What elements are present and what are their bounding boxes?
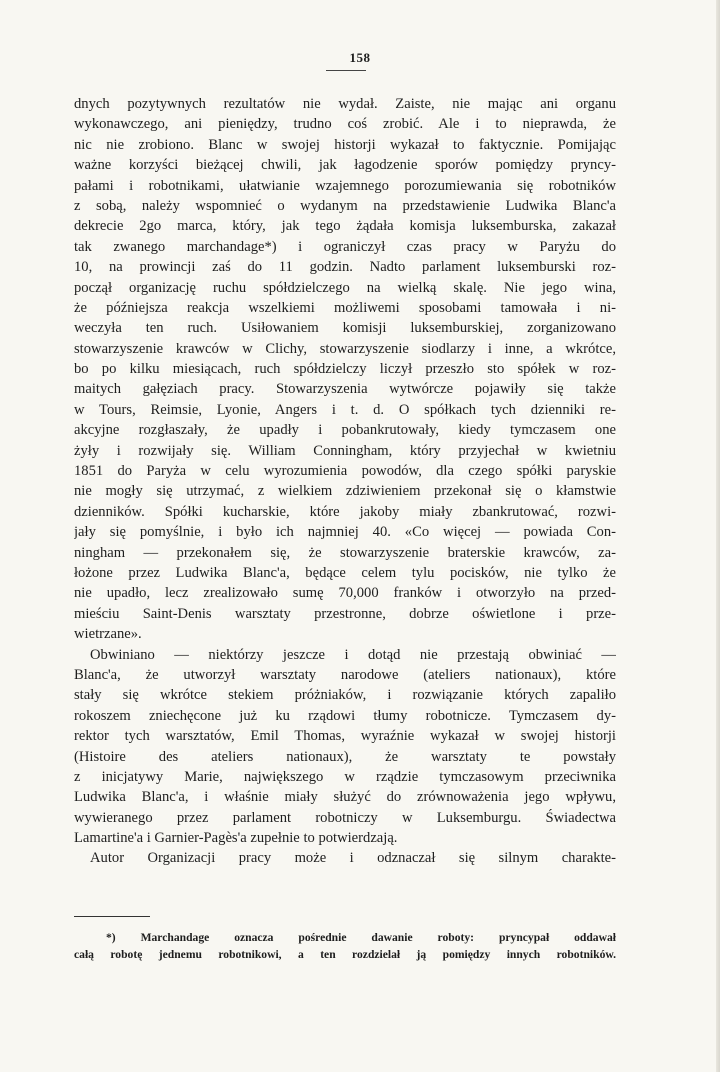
text-line: wykonawczego, ani pieniędzy, trudno coś zrobić. Ale i to nieprawda, że xyxy=(74,116,616,133)
text-line: 1851 do Paryża w celu wyrozumienia powodów, dla czego spółki paryskie xyxy=(74,463,616,480)
footnote-line: *) Marchandage oznacza pośrednie dawanie roboty: pryncypał oddawał xyxy=(106,931,616,944)
text-line: (Histoire des ateliers nationaux), że warsztaty te powstały xyxy=(74,748,616,765)
text-line: 10, na prowincji zaś do 11 godzin. Nadto parlament luksemburski roz- xyxy=(74,259,616,276)
text-line: weczyła ten ruch. Usiłowaniem komisji luksemburskiej, zorganizowano xyxy=(74,320,616,337)
text-line: z sobą, należy wspomnieć o wydanym na przedstawienie Ludwika Blanc'a xyxy=(74,197,616,214)
text-line: Autor Organizacji pracy może i odznaczał się silnym charakte- xyxy=(90,850,616,867)
footnote-separator xyxy=(74,916,150,917)
text-line: ningham — przekonałem się, że stowarzyszenie braterskie krawców, za- xyxy=(74,544,616,561)
text-line: mieściu Saint-Denis warsztaty przestronne, dobrze oświetlone i prze- xyxy=(74,605,616,622)
text-line: rektor tych warsztatów, Emil Thomas, wyraźnie wykazał w swojej historji xyxy=(74,728,616,745)
text-line: wywieranego przez parlament robotniczy w Luksemburgu. Świadectwa xyxy=(74,809,616,826)
text-line: akcyjne rozgłaszały, że upadły i pobankrutowały, kiedy tymczasem one xyxy=(74,422,616,439)
text-line: łożone przez Ludwika Blanc'a, będące celem tylu pocisków, nie tylko że xyxy=(74,564,616,581)
text-line: dekrecie 2go marca, który, jak tego żądała komisja luksemburska, zakazał xyxy=(74,218,616,235)
text-line: bo po kilku miesiącach, ruch spółdzielczy liczył przeszło sto spółek w roz- xyxy=(74,361,616,378)
text-line: rokoszem zniechęcone już ku rządowi tłumy robotnicze. Tymczasem dy- xyxy=(74,707,616,724)
text-line: nie upadło, lecz zrealizowało sumę 70,000 franków i otworzyło na przed- xyxy=(74,585,616,602)
text-line: pałami i robotnikami, ułatwianie wzajemnego porozumiewania się robotników xyxy=(74,177,616,194)
footnote xyxy=(74,930,616,963)
text-line: stały się wkrótce stekiem próżniaków, i rozwiązanie których zapaliło xyxy=(74,687,616,704)
text-line: nie mogły się utrzymać, z wielkiem zdziwieniem przekonał się o kłamstwie xyxy=(74,483,616,500)
text-line: Blanc'a, że utworzył warsztaty narodowe (ateliers nationaux), które xyxy=(74,666,616,683)
body-text xyxy=(74,94,616,869)
page-edge xyxy=(716,0,720,1072)
text-line: tak zwanego marchandage*) i ograniczył czas pracy w Paryżu do xyxy=(74,238,616,255)
text-line: Lamartine'a i Garnier-Pagès'a zupełnie to potwierdzają. xyxy=(74,830,398,847)
text-line: nic nie zrobiono. Blanc w swojej historji wykazał to faktycznie. Pomijając xyxy=(74,136,616,153)
text-line: Ludwika Blanc'a, i właśnie miały służyć do zrównoważenia jego wpływu, xyxy=(74,789,616,806)
footnote-line: całą robotę jednemu robotnikowi, a ten rozdzielał ją pomiędzy innych robotników. xyxy=(74,947,616,961)
text-line: począł organizację ruchu spółdzielczego na wielką skalę. Nie jego wina, xyxy=(74,279,616,296)
page-number: 158 xyxy=(349,50,371,65)
page-number-underline xyxy=(326,70,366,71)
text-line: że późniejsza reakcja wszelkiemi możliwemi sposobami tamowała i ni- xyxy=(74,299,616,316)
text-line: jały się pomyślnie, i było ich najmniej 40. «Co więcej — powiada Con- xyxy=(74,524,616,541)
text-line: żyły i rozwijały się. William Conningham, który przyjechał w kwietniu xyxy=(74,442,616,459)
text-line: ważne korzyści bieżącej chwili, jak łagodzenie sporów pomiędzy pryncy- xyxy=(74,157,616,174)
text-line: dnych pozytywnych rezultatów nie wydał. Zaiste, nie mając ani organu xyxy=(74,96,616,112)
text-line: maitych gałęziach pracy. Stowarzyszenia wytwórcze pojawiły się także xyxy=(74,381,616,398)
text-line: w Tours, Reimsie, Lyonie, Angers i t. d. O spółkach tych dzienniki re- xyxy=(74,401,616,418)
text-line: z inicjatywy Marie, największego w rządzie tymczasowym przeciwnika xyxy=(74,768,616,785)
text-line: dzienników. Spółki kucharskie, które jakoby miały zbankrutować, rozwi- xyxy=(74,503,616,520)
text-line: stowarzyszenie krawców w Clichy, stowarzyszenie siodlarzy i inne, a wkrótce, xyxy=(74,340,616,357)
text-line: Obwiniano — niektórzy jeszcze i dotąd nie przestają obwiniać — xyxy=(90,646,616,663)
text-line: wietrzane». xyxy=(74,626,142,643)
